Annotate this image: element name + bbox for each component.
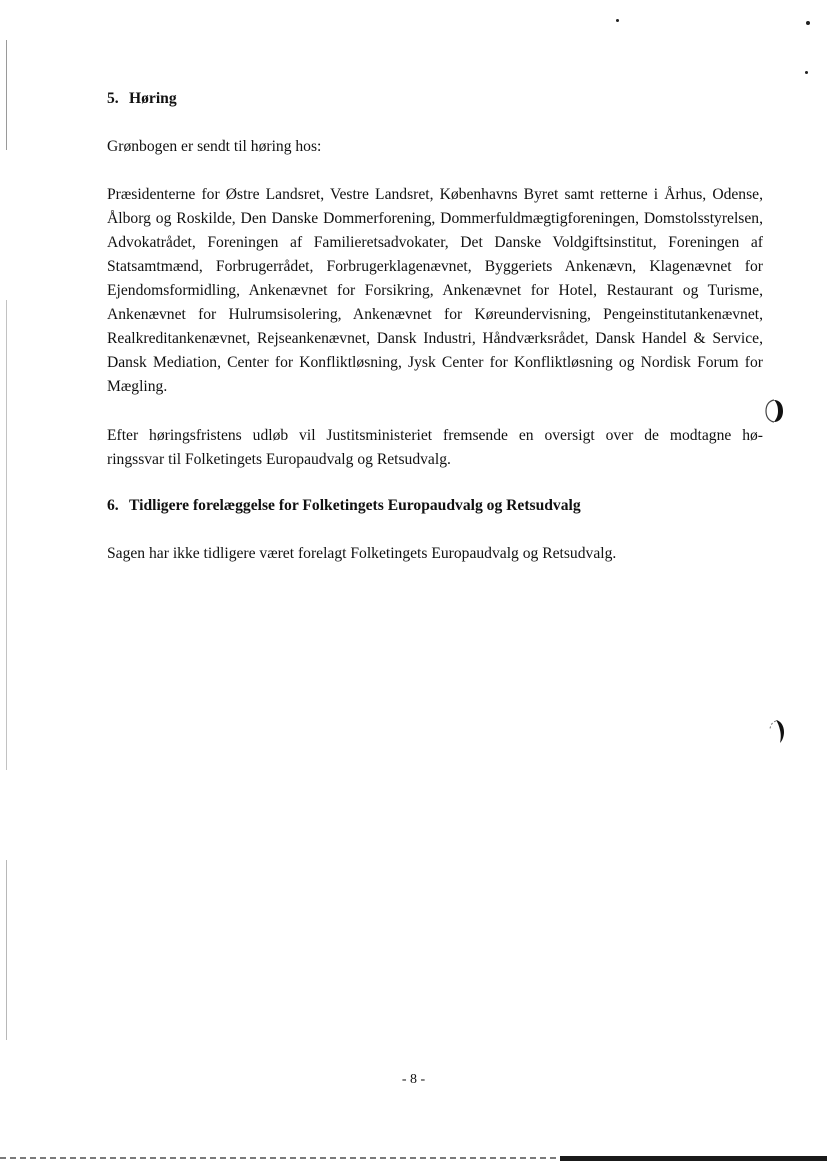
section-5-after-line-1: Efter høringsfristens udløb vil Justitsministeriet fremsende en oversigt over de modtagne hø- — [107, 427, 763, 444]
section-6-heading — [107, 494, 763, 518]
section-5-after-paragraph — [107, 424, 763, 472]
page-number: - 8 - — [401, 1072, 426, 1087]
scan-speck — [805, 71, 808, 74]
scan-bottom-dashes — [0, 1157, 560, 1159]
punch-hole-mark — [764, 398, 784, 424]
section-5-number: 5. — [107, 90, 119, 107]
section-6-number: 6. — [107, 497, 119, 514]
section-6-title: Tidligere forelæggelse for Folketingets Europaudvalg og Retsudvalg — [129, 497, 581, 514]
punch-hole-mark — [768, 718, 786, 744]
section-5-heading — [107, 87, 763, 111]
scan-edge-line — [6, 40, 7, 150]
scan-speck — [616, 19, 619, 22]
scan-edge-line — [6, 860, 7, 1040]
scan-speck — [806, 21, 810, 25]
section-5-title: Høring — [129, 90, 177, 107]
section-5-intro: Grønbogen er sendt til høring hos: — [107, 138, 322, 155]
section-5-recipients-paragraph: Præsidenterne for Østre Landsret, Vestre Landsret, Københavns Byret samt retterne i Århus, Odense, Ålborg og Roskilde, Den Danske Dommerforening, Dommerfuldmægtigforeningen, Domstolsstyrelsen, Advokatrådet, Foreningen af Familieretsadvokater, Det Danske Voldgiftsinstitut, Foreningen af Statsamtmænd, Forbrugerrådet, Forbrugerklagenævnet, Byggeriets Ankenævn, Klagenævnet for Ejendomsformidling, Ankenævnet for Forsikring, Ankenævnet for Hotel, Restaurant og Turisme, Ankenævnet for Hulrumsisolering, Ankenævnet for Køreundervisning, Pengeinstitutankenævnet, Realkreditankenævnet, Rejseankenævnet, Dansk Industri, Håndværksrådet, Dansk Handel & Service, Dansk Mediation, Center for Konfliktløsning, Jysk Center for Konfliktløsning og Nordisk Forum for Mægling. — [107, 186, 763, 395]
section-6-body: Sagen har ikke tidligere været forelagt Folketingets Europaudvalg og Retsudvalg. — [107, 545, 617, 562]
scan-bottom-bar — [560, 1156, 827, 1161]
section-5-after-line-2: ringssvar til Folketingets Europaudvalg og Retsudvalg. — [107, 451, 451, 468]
scan-edge-line — [6, 300, 7, 770]
scan-bottom-strip — [0, 1152, 827, 1163]
